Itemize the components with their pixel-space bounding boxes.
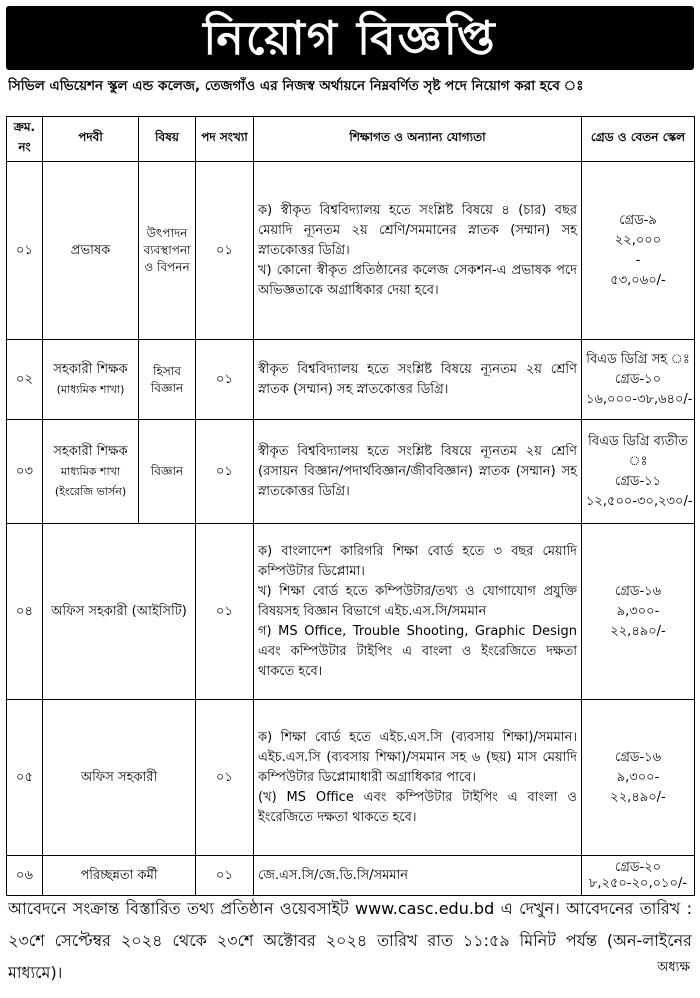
footer-text: আবেদনে সংক্রান্ত বিস্তারিত তথ্য প্রতিষ্ঠান ওয়েবসাইট www.casc.edu.bd এ দেখুন। আবেদনের তারিখ : ২৩শে সেপ্টেম্বর ২০২৪ থেকে ২৩শে অক্টোবর ২০২৪ তারিখ রাত ১১:৫৯ মিনিট পর্যন্ত (অন-লাইনের মাধ্যমে)। (8, 899, 692, 982)
grade-line: ১৬,০০০-৩৮,৬৪০/- (586, 391, 693, 407)
grade-line: ২২,৪৯০/- (610, 623, 666, 639)
qualification-line: স্বীকৃত বিশ্ববিদ্যালয় হতে সংশ্লিষ্ট বিষয়ে ন্যূনতম ২য় শ্রেণি (রসায়ন বিজ্ঞান/পদার্থবিজ্ঞান/জীববিজ্ঞান) স্নাতক (সম্মান) সহ স্নাতকোত্তর ডিগ্রি। (258, 443, 577, 499)
cell-grade (582, 162, 695, 340)
cell-qualification (254, 340, 582, 420)
table-row (7, 420, 695, 524)
cell-grade (582, 524, 695, 700)
cell-sl: ০৩ (7, 420, 43, 524)
table-row (7, 856, 695, 896)
header-count: পদ সংখ্যা (196, 117, 254, 162)
grade-line: গ্রেড-১৬ (614, 749, 662, 765)
cell-count: ০১ (196, 340, 254, 420)
grade-line: ২২,০০০ (614, 232, 662, 248)
cell-grade (582, 420, 695, 524)
header-qualification: শিক্ষাগত ও অন্যান্য যোগ্যতা (254, 117, 582, 162)
qualification-line: খ) কোনো স্বীকৃত প্রতিষ্ঠানের কলেজ সেকশন-এ প্রভাষক পদে অভিজ্ঞতাকে অগ্রাধিকার দেয়া হবে। (258, 262, 577, 298)
cell-post (43, 340, 139, 420)
grade-line: গ্রেড-২০ (614, 859, 662, 875)
cell-sl: ০৫ (7, 700, 43, 856)
qualification-line: (খ) MS Office এবং কম্পিউটার টাইপিং এ বাংলা ও ইংরেজিতে দক্ষতা থাকতে হবে। (258, 789, 577, 825)
post-title: সহকারী শিক্ষক (53, 443, 128, 459)
qualification-line: গ) MS Office, Trouble Shooting, Graphic Design এবং কম্পিউটার টাইপিং এ বাংলা ও ইংরেজিতে দক্ষতা থাকতে হবে। (258, 623, 577, 679)
table-header-row (7, 117, 695, 162)
cell-sl: ০৬ (7, 856, 43, 896)
header-post: পদবী (43, 117, 139, 162)
cell-subject: উৎপাদন ব্যবস্থাপনা ও বিপনন (139, 162, 196, 340)
cell-count: ০১ (196, 524, 254, 700)
grade-line: ৫৩,০৬০/- (610, 272, 666, 288)
qualification-line: ক) শিক্ষা বোর্ড হতে এইচ.এস.সি (ব্যবসায় শিক্ষা)/সমমান। এইচ.এস.সি (ব্যবসায় শিক্ষা)/সমমান সহ ৬ (ছয়) মাস মেয়াদি কম্পিউটার ডিপ্লোমাধারী অগ্রাধিকার পাবে। (258, 729, 577, 785)
cell-count: ০১ (196, 700, 254, 856)
title-banner (6, 6, 694, 70)
notice-title: নিয়োগ বিজ্ঞপ্তি (203, 11, 497, 65)
cell-qualification (254, 162, 582, 340)
table-row (7, 524, 695, 700)
cell-post (43, 420, 139, 524)
cell-sl: ০২ (7, 340, 43, 420)
qualification-line: জে.এস.সি/জে.ডি.সি/সমমান (258, 867, 409, 883)
vacancy-table (6, 116, 695, 896)
cell-post: অফিস সহকারী (43, 700, 196, 856)
cell-post: প্রভাষক (43, 162, 139, 340)
post-note: (মাধ্যমিক শাখা) (56, 382, 125, 396)
post-title: সহকারী শিক্ষক (53, 361, 128, 377)
grade-line: গ্রেড-১৬ (614, 583, 662, 599)
table-row (7, 162, 695, 340)
qualification-line: খ) শিক্ষা বোর্ড হতে কম্পিউটার/তথ্য ও যোগাযোগ প্রযুক্তি বিষয়সহ বিজ্ঞান বিভাগে এইচ.এস.সি/সমমান (258, 583, 577, 619)
cell-count: ০১ (196, 856, 254, 896)
grade-line: বিএড ডিগ্রি সহ ঃ (586, 351, 690, 367)
grade-line: ২২,৪৯০/- (610, 789, 666, 805)
cell-sl: ০৪ (7, 524, 43, 700)
grade-line: - (635, 252, 641, 268)
cell-count: ০১ (196, 162, 254, 340)
qualification-line: ক) বাংলাদেশ কারিগরি শিক্ষা বোর্ড হতে ৩ বছর মেয়াদি কম্পিউটার ডিপ্লোমা। (258, 543, 577, 579)
header-grade: গ্রেড ও বেতন স্কেল (582, 117, 695, 162)
table-row (7, 700, 695, 856)
cell-qualification (254, 420, 582, 524)
grade-line: ৮,২৫০-২০,০১০/- (588, 875, 688, 891)
header-sl: ক্রম. নং (7, 117, 43, 162)
cell-subject: হিসাব বিজ্ঞান (139, 340, 196, 420)
qualification-line: ক) স্বীকৃত বিশ্ববিদ্যালয় হতে সংশ্লিষ্ট বিষয়ে ৪ (চার) বছর মেয়াদি ন্যূনতম ২য় শ্রেণি/সমমানের স্নাতক (সম্মান) সহ স্নাতকোত্তর ডিগ্রি। (258, 202, 577, 258)
grade-line: ৯,৩০০- (616, 769, 660, 785)
table-row (7, 340, 695, 420)
cell-post: অফিস সহকারী (আইসিটি) (43, 524, 196, 700)
grade-line: গ্রেড-১১ (614, 473, 662, 489)
intro-text: সিভিল এভিয়েশন স্কুল এন্ড কলেজ, তেজগাঁও এর নিজস্ব অর্থায়নে নিম্নবর্ণিত সৃষ্ট পদে নিয়োগ করা হবে ঃ (8, 78, 584, 94)
qualification-line: স্বীকৃত বিশ্ববিদ্যালয় হতে সংশ্লিষ্ট বিষয়ে ন্যূনতম ২য় শ্রেণি স্নাতক (সম্মান) সহ স্নাতকোত্তর ডিগ্রি। (258, 361, 577, 397)
post-note: মাধ্যমিক শাখা (ইংরেজি ভার্সন) (54, 464, 127, 498)
cell-grade (582, 340, 695, 420)
cell-grade (582, 856, 695, 896)
grade-line: ৯,৩০০- (616, 603, 660, 619)
grade-line: ১২,৫০০-৩০,২৩০/- (586, 493, 693, 509)
cell-count: ০১ (196, 420, 254, 524)
cell-subject: বিজ্ঞান (139, 420, 196, 524)
grade-line: গ্রেড-৯ (619, 212, 657, 228)
cell-qualification (254, 856, 582, 896)
header-subject: বিষয় (139, 117, 196, 162)
cell-qualification (254, 700, 582, 856)
cell-post: পরিচ্ছন্নতা কর্মী (43, 856, 196, 896)
grade-line: বিএড ডিগ্রি ব্যতীত ঃ (588, 433, 688, 469)
cell-grade (582, 700, 695, 856)
signature: অধ্যক্ষ (657, 960, 690, 975)
cell-sl: ০১ (7, 162, 43, 340)
grade-line: গ্রেড-১০ (614, 371, 662, 387)
cell-qualification (254, 524, 582, 700)
